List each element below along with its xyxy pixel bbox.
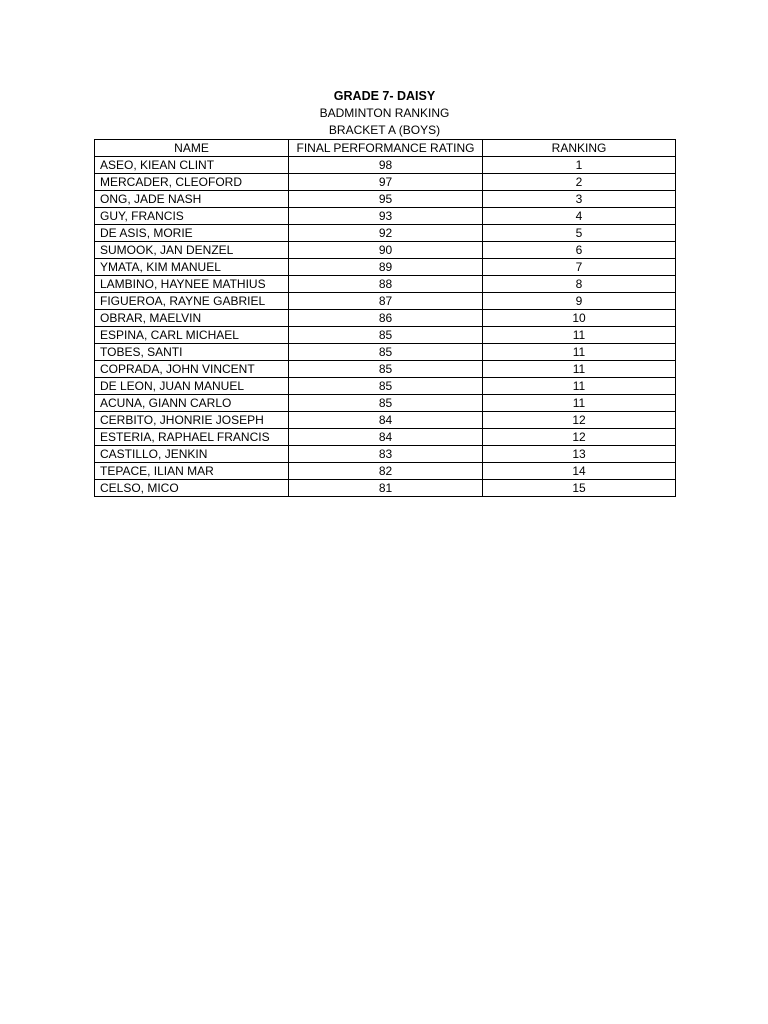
cell-ranking: 5	[483, 225, 676, 242]
cell-rating: 85	[289, 378, 483, 395]
cell-ranking: 9	[483, 293, 676, 310]
cell-name: DE ASIS, MORIE	[95, 225, 289, 242]
cell-rating: 85	[289, 344, 483, 361]
cell-ranking: 12	[483, 412, 676, 429]
cell-ranking: 6	[483, 242, 676, 259]
cell-ranking: 11	[483, 327, 676, 344]
cell-ranking: 11	[483, 361, 676, 378]
cell-name: CERBITO, JHONRIE JOSEPH	[95, 412, 289, 429]
table-row	[95, 293, 676, 310]
ranking-table	[94, 139, 676, 497]
cell-name: ASEO, KIEAN CLINT	[95, 157, 289, 174]
cell-rating: 98	[289, 157, 483, 174]
cell-rating: 83	[289, 446, 483, 463]
table-row	[95, 412, 676, 429]
table-row	[95, 208, 676, 225]
cell-ranking: 4	[483, 208, 676, 225]
table-row	[95, 446, 676, 463]
table-row	[95, 242, 676, 259]
cell-name: DE LEON, JUAN MANUEL	[95, 378, 289, 395]
cell-name: MERCADER, CLEOFORD	[95, 174, 289, 191]
table-row	[95, 463, 676, 480]
cell-ranking: 8	[483, 276, 676, 293]
table-row	[95, 378, 676, 395]
cell-rating: 86	[289, 310, 483, 327]
cell-name: FIGUEROA, RAYNE GABRIEL	[95, 293, 289, 310]
column-header-name: NAME	[95, 140, 289, 157]
cell-rating: 95	[289, 191, 483, 208]
page-subtitle: BADMINTON RANKING	[319, 106, 450, 120]
cell-ranking: 1	[483, 157, 676, 174]
cell-name: CASTILLO, JENKIN	[95, 446, 289, 463]
table-row	[95, 259, 676, 276]
cell-rating: 89	[289, 259, 483, 276]
cell-name: TEPACE, ILIAN MAR	[95, 463, 289, 480]
cell-rating: 93	[289, 208, 483, 225]
cell-ranking: 15	[483, 480, 676, 497]
cell-ranking: 11	[483, 395, 676, 412]
cell-name: LAMBINO, HAYNEE MATHIUS	[95, 276, 289, 293]
cell-name: GUY, FRANCIS	[95, 208, 289, 225]
table-body	[95, 157, 676, 497]
document-header	[94, 88, 675, 139]
table-row	[95, 395, 676, 412]
cell-name: YMATA, KIM MANUEL	[95, 259, 289, 276]
cell-rating: 92	[289, 225, 483, 242]
cell-name: SUMOOK, JAN DENZEL	[95, 242, 289, 259]
table-row	[95, 191, 676, 208]
cell-rating: 85	[289, 327, 483, 344]
cell-name: OBRAR, MAELVIN	[95, 310, 289, 327]
cell-rating: 90	[289, 242, 483, 259]
cell-ranking: 3	[483, 191, 676, 208]
cell-ranking: 14	[483, 463, 676, 480]
table-row	[95, 480, 676, 497]
table-row	[95, 225, 676, 242]
page-title: GRADE 7- DAISY	[333, 89, 436, 103]
cell-rating: 87	[289, 293, 483, 310]
table-row	[95, 361, 676, 378]
cell-rating: 84	[289, 412, 483, 429]
cell-name: ESPINA, CARL MICHAEL	[95, 327, 289, 344]
cell-ranking: 11	[483, 378, 676, 395]
column-header-ranking: RANKING	[483, 140, 676, 157]
cell-ranking: 7	[483, 259, 676, 276]
table-row	[95, 174, 676, 191]
table-row	[95, 327, 676, 344]
cell-name: TOBES, SANTI	[95, 344, 289, 361]
cell-ranking: 13	[483, 446, 676, 463]
column-header-rating: FINAL PERFORMANCE RATING	[289, 140, 483, 157]
cell-ranking: 10	[483, 310, 676, 327]
cell-rating: 82	[289, 463, 483, 480]
bracket-label: BRACKET A (BOYS)	[328, 123, 441, 137]
cell-rating: 84	[289, 429, 483, 446]
table-row	[95, 310, 676, 327]
table-row	[95, 429, 676, 446]
cell-name: CELSO, MICO	[95, 480, 289, 497]
cell-name: ACUNA, GIANN CARLO	[95, 395, 289, 412]
table-row	[95, 157, 676, 174]
table-row	[95, 276, 676, 293]
cell-rating: 85	[289, 395, 483, 412]
cell-name: ESTERIA, RAPHAEL FRANCIS	[95, 429, 289, 446]
cell-name: COPRADA, JOHN VINCENT	[95, 361, 289, 378]
table-row	[95, 344, 676, 361]
table-header-row	[95, 140, 676, 157]
cell-name: ONG, JADE NASH	[95, 191, 289, 208]
cell-rating: 97	[289, 174, 483, 191]
cell-ranking: 11	[483, 344, 676, 361]
cell-ranking: 12	[483, 429, 676, 446]
cell-rating: 81	[289, 480, 483, 497]
cell-rating: 88	[289, 276, 483, 293]
cell-rating: 85	[289, 361, 483, 378]
cell-ranking: 2	[483, 174, 676, 191]
